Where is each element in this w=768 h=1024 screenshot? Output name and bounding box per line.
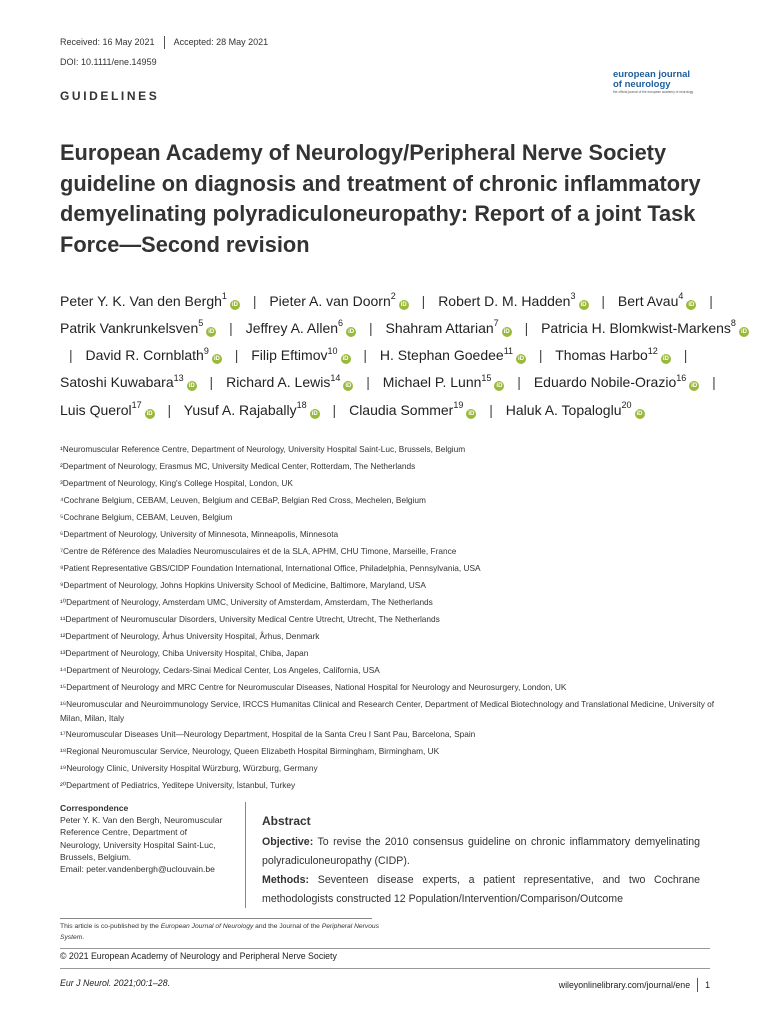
author-name: Patricia H. Blomkwist-Markens (541, 319, 731, 336)
author-affiliation-number: 20 (621, 400, 632, 410)
author-affiliation-number: 8 (730, 318, 736, 329)
affiliation: ¹Neuromuscular Reference Centre, Department of Neurology, University Hospital Saint-Luc, Brussels, Belgium (60, 444, 466, 454)
objective-label: Objective: (262, 836, 314, 848)
footnote-journal-2: Peripheral Nervous System (60, 923, 379, 941)
author-name: Haluk A. Topaloglu (505, 401, 622, 418)
affiliation: ¹⁰Department of Neurology, Amsterdam UMC, University of Amsterdam, Amsterdam, The Netherlands (60, 597, 433, 607)
author-separator: | (489, 401, 493, 418)
author-separator: | (229, 319, 233, 336)
orcid-icon[interactable]: iD (208, 328, 215, 335)
author[interactable] (534, 374, 699, 390)
journal-logo (613, 70, 723, 95)
author-affiliation-number: 9 (203, 345, 209, 356)
orcid-icon[interactable]: iD (146, 410, 153, 417)
author-affiliation-number: 13 (173, 372, 184, 383)
author-name: Patrik Vankrunkelsven (60, 319, 199, 336)
author-name: Claudia Sommer (349, 401, 454, 418)
affiliation: ¹³Department of Neurology, Chiba University Hospital, Chiba, Japan (60, 648, 309, 658)
author[interactable] (60, 320, 216, 336)
author-separator: | (234, 347, 239, 364)
author[interactable] (60, 402, 155, 418)
author-separator: | (209, 374, 214, 391)
affiliation-list (60, 441, 720, 794)
affiliation: ⁹Department of Neurology, Johns Hopkins University School of Medicine, Baltimore, Maryland, USA (60, 580, 426, 590)
correspondence (60, 802, 238, 875)
author-separator: | (368, 319, 373, 336)
affiliation: ¹¹Department of Neuromuscular Disorders, University Medical Centre Utrecht, Utrecht, The Netherlands (60, 614, 440, 624)
author[interactable] (251, 347, 350, 363)
author[interactable] (226, 374, 353, 390)
copublication-note (60, 922, 380, 943)
footer-rule (60, 968, 710, 969)
journal-logo-tagline: the official journal of the european academy of neurology (613, 90, 694, 94)
abstract-methods (262, 871, 700, 909)
orcid-icon[interactable]: iD (662, 356, 669, 363)
author-separator: | (524, 319, 529, 336)
abstract-objective (262, 833, 700, 871)
correspondence-line: Neurology, University Hospital Saint-Luc, (60, 839, 216, 850)
orcid-icon[interactable]: iD (503, 328, 510, 335)
author-separator: | (421, 292, 426, 309)
copyright: © 2021 European Academy of Neurology and Peripheral Nerve Society (60, 951, 337, 961)
journal-url[interactable]: wileyonlinelibrary.com/journal/ene (558, 980, 691, 990)
orcid-icon[interactable]: iD (213, 356, 220, 363)
author-name: H. Stephan Goedee (379, 347, 504, 364)
affiliation: ⁴Cochrane Belgium, CEBAM, Leuven, Belgium and CEBaP, Belgian Red Cross, Mechelen, Belgium (60, 495, 426, 505)
received-date: Received: 16 May 2021 (60, 37, 155, 47)
page-number: 1 (705, 980, 710, 990)
author[interactable] (380, 347, 526, 363)
footnote-journal-1: European Journal of Neurology (160, 923, 254, 930)
accepted-date: Accepted: 28 May 2021 (173, 37, 269, 47)
orcid-icon[interactable]: iD (345, 383, 352, 390)
author-name: Thomas Harbo (555, 347, 648, 364)
author-name: Eduardo Nobile-Orazio (533, 374, 677, 391)
author-separator: | (366, 374, 370, 391)
orcid-icon[interactable]: iD (688, 301, 695, 308)
author-name: David R. Cornblath (85, 347, 204, 364)
affiliation: ⁵Cochrane Belgium, CEBAM, Leuven, Belgium (60, 512, 233, 522)
orcid-icon[interactable]: iD (636, 410, 643, 417)
author[interactable] (60, 374, 197, 390)
author-separator: | (363, 347, 368, 364)
orcid-icon[interactable]: iD (400, 301, 407, 308)
article-dates (60, 37, 268, 50)
orcid-icon[interactable]: iD (231, 301, 238, 308)
author-name: Pieter A. van Doorn (269, 292, 391, 309)
orcid-icon[interactable]: iD (342, 356, 349, 363)
author-affiliation-number: 15 (481, 372, 492, 383)
affiliation: ⁷Centre de Référence des Maladies Neuromusculaires et de la SLA, APHM, CHU Timone, Marseille, France (60, 546, 457, 556)
objective-text: To revise the 2010 consensus guideline on chronic inflammatory demyelinating polyradiculoneuropathy (CIDP). (262, 836, 700, 867)
orcid-icon[interactable]: iD (580, 301, 587, 308)
author-name: Satoshi Kuwabara (60, 374, 174, 391)
affiliation: ¹⁸Regional Neuromuscular Service, Neurology, Queen Elizabeth Hospital Birmingham, Birmingham, UK (60, 746, 440, 756)
author[interactable] (385, 320, 511, 336)
author[interactable] (618, 293, 696, 309)
column-divider (245, 802, 246, 908)
author-separator: | (712, 374, 716, 391)
author-separator: | (69, 347, 73, 364)
author-name: Jeffrey A. Allen (245, 319, 339, 336)
author-name: Shahram Attarian (385, 319, 494, 336)
author[interactable] (438, 293, 588, 309)
author[interactable] (60, 293, 240, 309)
footnote-prefix: This article is co-published by the (60, 923, 161, 930)
author[interactable] (555, 347, 671, 363)
author-affiliation-number: 16 (676, 372, 687, 383)
author-separator: | (167, 401, 172, 418)
author-separator: | (332, 401, 337, 418)
author-separator: | (683, 347, 688, 364)
author-separator: | (517, 374, 521, 391)
author-name: Richard A. Lewis (226, 374, 331, 391)
affiliation: ¹⁷Neuromuscular Diseases Unit—Neurology Department, Hospital de la Santa Creu I Sant Pau, Barcelona, Spain (60, 729, 476, 739)
author[interactable] (541, 320, 749, 336)
author-separator: | (709, 292, 713, 309)
methods-text: Seventeen disease experts, a patient representative, and two Cochrane methodologists constructed 12 Population/Intervention/Comparison/Outcome (262, 874, 700, 905)
author-affiliation-number: 11 (503, 345, 514, 356)
correspondence-heading: Correspondence (60, 803, 129, 813)
orcid-icon[interactable]: iD (496, 383, 503, 390)
author-separator: | (538, 347, 543, 364)
author-affiliation-number: 17 (131, 400, 142, 410)
author-name: Peter Y. K. Van den Bergh (60, 292, 222, 309)
copyright-rule (60, 948, 710, 949)
footer-right (559, 978, 710, 992)
methods-label: Methods: (262, 874, 310, 886)
orcid-icon[interactable]: iD (691, 383, 698, 390)
orcid-icon[interactable]: iD (518, 356, 525, 363)
affiliation: ⁸Patient Representative GBS/CIDP Foundation International, International Office, Philadelphia, Pennsylvania, USA (60, 563, 481, 573)
author-affiliation-number: 4 (678, 291, 684, 301)
correspondence-line: Reference Centre, Department of (60, 827, 188, 838)
orcid-icon[interactable]: iD (348, 328, 355, 335)
author-affiliation-number: 7 (493, 318, 499, 329)
author-affiliation-number: 12 (647, 345, 658, 356)
orcid-icon[interactable]: iD (468, 410, 475, 417)
orcid-icon[interactable]: iD (188, 383, 195, 390)
orcid-icon[interactable]: iD (740, 328, 747, 335)
author-separator: | (601, 292, 606, 309)
author-affiliation-number: 10 (327, 345, 338, 356)
author[interactable] (86, 347, 222, 363)
abstract-heading: Abstract (262, 814, 311, 828)
author[interactable] (246, 320, 356, 336)
affiliation: ¹⁴Department of Neurology, Cedars-Sinai Medical Center, Los Angeles, California, USA (60, 665, 380, 675)
footnote-suffix: . (82, 933, 85, 941)
author-affiliation-number: 19 (453, 400, 464, 410)
author-list (60, 286, 750, 422)
author[interactable] (506, 402, 645, 418)
affiliation: ¹⁵Department of Neurology and MRC Centre for Neuromuscular Diseases, National Hospital for Neurology and Neurosurgery, London, UK (60, 682, 567, 692)
author-affiliation-number: 6 (338, 318, 344, 329)
correspondence-email[interactable]: Email: peter.vandenbergh@uclouvain.be (60, 864, 215, 875)
author-name: Bert Avau (617, 292, 679, 309)
author-affiliation-number: 2 (390, 291, 396, 301)
author[interactable] (269, 293, 408, 309)
doi[interactable]: DOI: 10.1111/ene.14959 (60, 57, 157, 67)
author-separator: | (252, 292, 257, 309)
author-affiliation-number: 14 (330, 372, 341, 383)
author[interactable] (184, 402, 320, 418)
footnote-rule (60, 918, 372, 919)
affiliation: ²Department of Neurology, Erasmus MC, University Medical Center, Rotterdam, The Netherlands (60, 461, 416, 471)
affiliation: ¹⁹Neurology Clinic, University Hospital Würzburg, Würzburg, Germany (60, 763, 318, 773)
affiliation: ¹²Department of Neurology, Århus University Hospital, Århus, Denmark (60, 631, 320, 641)
footnote-middle: and the Journal of the (253, 923, 322, 930)
journal-logo-line2: of neurology (613, 79, 671, 90)
author-name: Robert D. M. Hadden (438, 292, 571, 309)
journal-citation: Eur J Neurol. 2021;00:1–28. (60, 978, 171, 988)
affiliation: ²⁰Department of Pediatrics, Yeditepe University, İstanbul, Turkey (60, 780, 296, 790)
author-affiliation-number: 18 (296, 400, 307, 410)
author-name: Luis Querol (60, 401, 132, 418)
author-name: Michael P. Lunn (382, 374, 482, 391)
affiliation: ³Department of Neurology, King's College Hospital, London, UK (60, 478, 293, 488)
author-name: Yusuf A. Rajabally (183, 401, 297, 418)
correspondence-line: Peter Y. K. Van den Bergh, Neuromuscular (60, 815, 223, 826)
abstract (262, 812, 700, 909)
journal-logo-line1: european journal (613, 69, 691, 80)
affiliation: ¹⁶Neuromuscular and Neuroimmunology Service, IRCCS Humanitas Clinical and Research Center, Department of Medical Biotechnology and Translational Medicine, University of Milan, Milan, Italy (60, 699, 715, 723)
author-name: Filip Eftimov (251, 347, 328, 364)
correspondence-line: Brussels, Belgium. (60, 851, 132, 862)
orcid-icon[interactable]: iD (311, 410, 318, 417)
author-affiliation-number: 1 (221, 291, 227, 301)
divider (164, 36, 165, 49)
affiliation: ⁶Department of Neurology, University of Minnesota, Minneapolis, Minnesota (60, 529, 339, 539)
divider (697, 978, 698, 992)
author-affiliation-number: 5 (198, 318, 204, 329)
author[interactable] (383, 374, 505, 390)
section-label: GUIDELINES (60, 89, 160, 103)
author[interactable] (349, 402, 476, 418)
author-affiliation-number: 3 (570, 291, 576, 301)
article-title: European Academy of Neurology/Peripheral Nerve Society guideline on diagnosis and treatment of chronic inflammatory demyelinating polyradiculoneuropathy: Report of a joint Task Force—Second revision (60, 140, 701, 257)
